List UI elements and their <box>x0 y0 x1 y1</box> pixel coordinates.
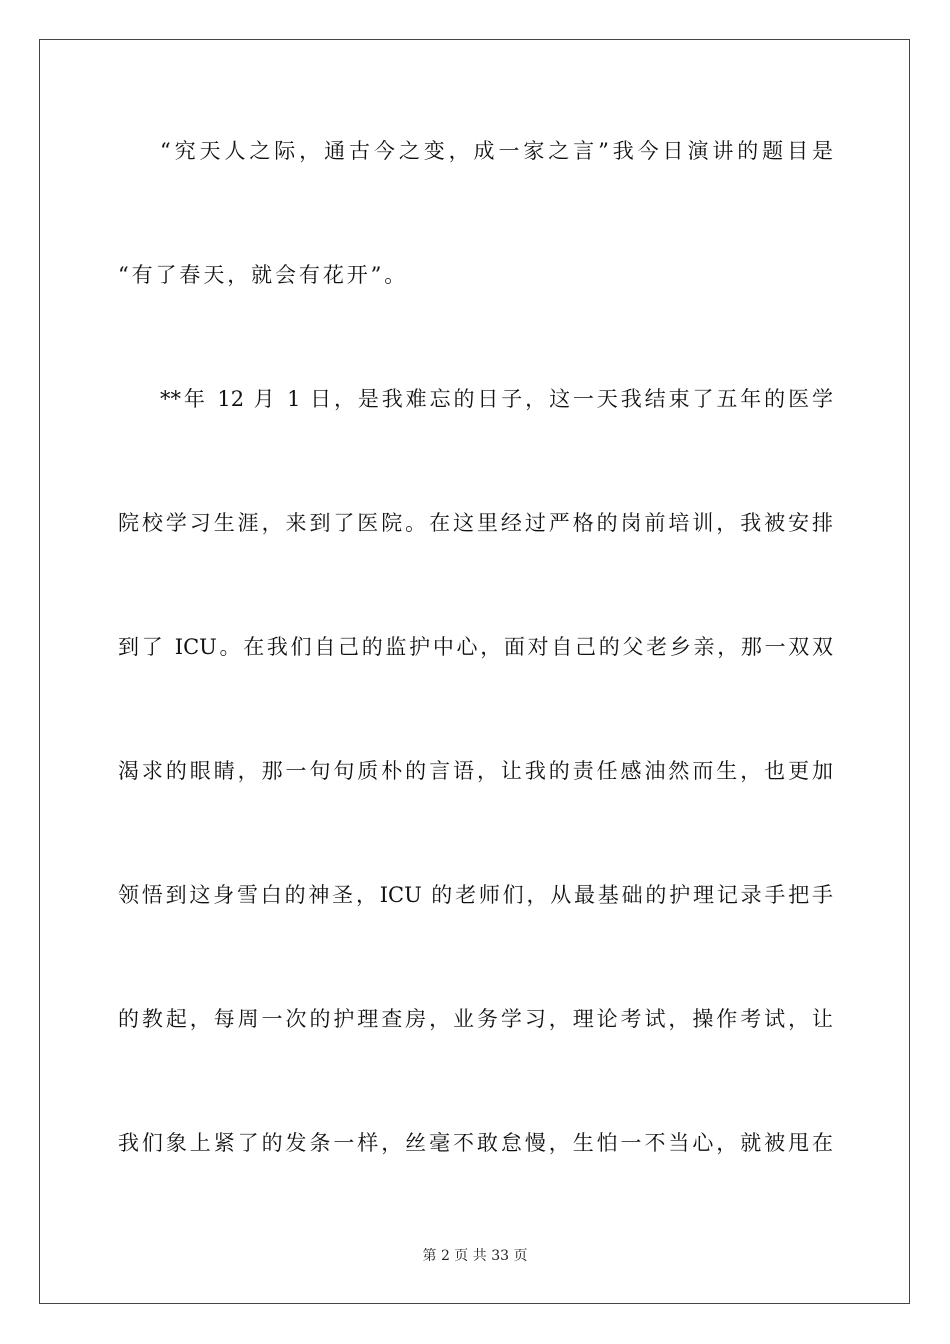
page-frame <box>39 39 910 1304</box>
paragraph-2-line-4: 渴求的眼睛，那一句句质朴的言语，让我的责任感油然而生，也更加 <box>118 759 833 783</box>
paragraph-2-line-6: 的教起，每周一次的护理查房，业务学习，理论考试，操作考试，让 <box>118 1007 833 1031</box>
paragraph-2-line-3: 到了 ICU。在我们自己的监护中心，面对自己的父老乡亲，那一双双 <box>118 635 833 659</box>
paragraph-1-line-1: “究天人之际，通古今之变，成一家之言”我今日演讲的题目是 <box>160 139 833 163</box>
paragraph-2-line-2: 院校学习生涯，来到了医院。在这里经过严格的岗前培训，我被安排 <box>118 511 833 535</box>
page-number-footer: 第 2 页 共 33 页 <box>422 1248 528 1264</box>
paragraph-2-line-5: 领悟到这身雪白的神圣，ICU 的老师们，从最基础的护理记录手把手 <box>118 883 833 907</box>
paragraph-1-line-2: “有了春天，就会有花开”。 <box>118 263 409 287</box>
paragraph-2-line-7: 我们象上紧了的发条一样，丝毫不敢怠慢，生怕一不当心，就被甩在 <box>118 1131 833 1155</box>
paragraph-2-line-1: **年 12 月 1 日，是我难忘的日子，这一天我结束了五年的医学 <box>160 387 833 411</box>
